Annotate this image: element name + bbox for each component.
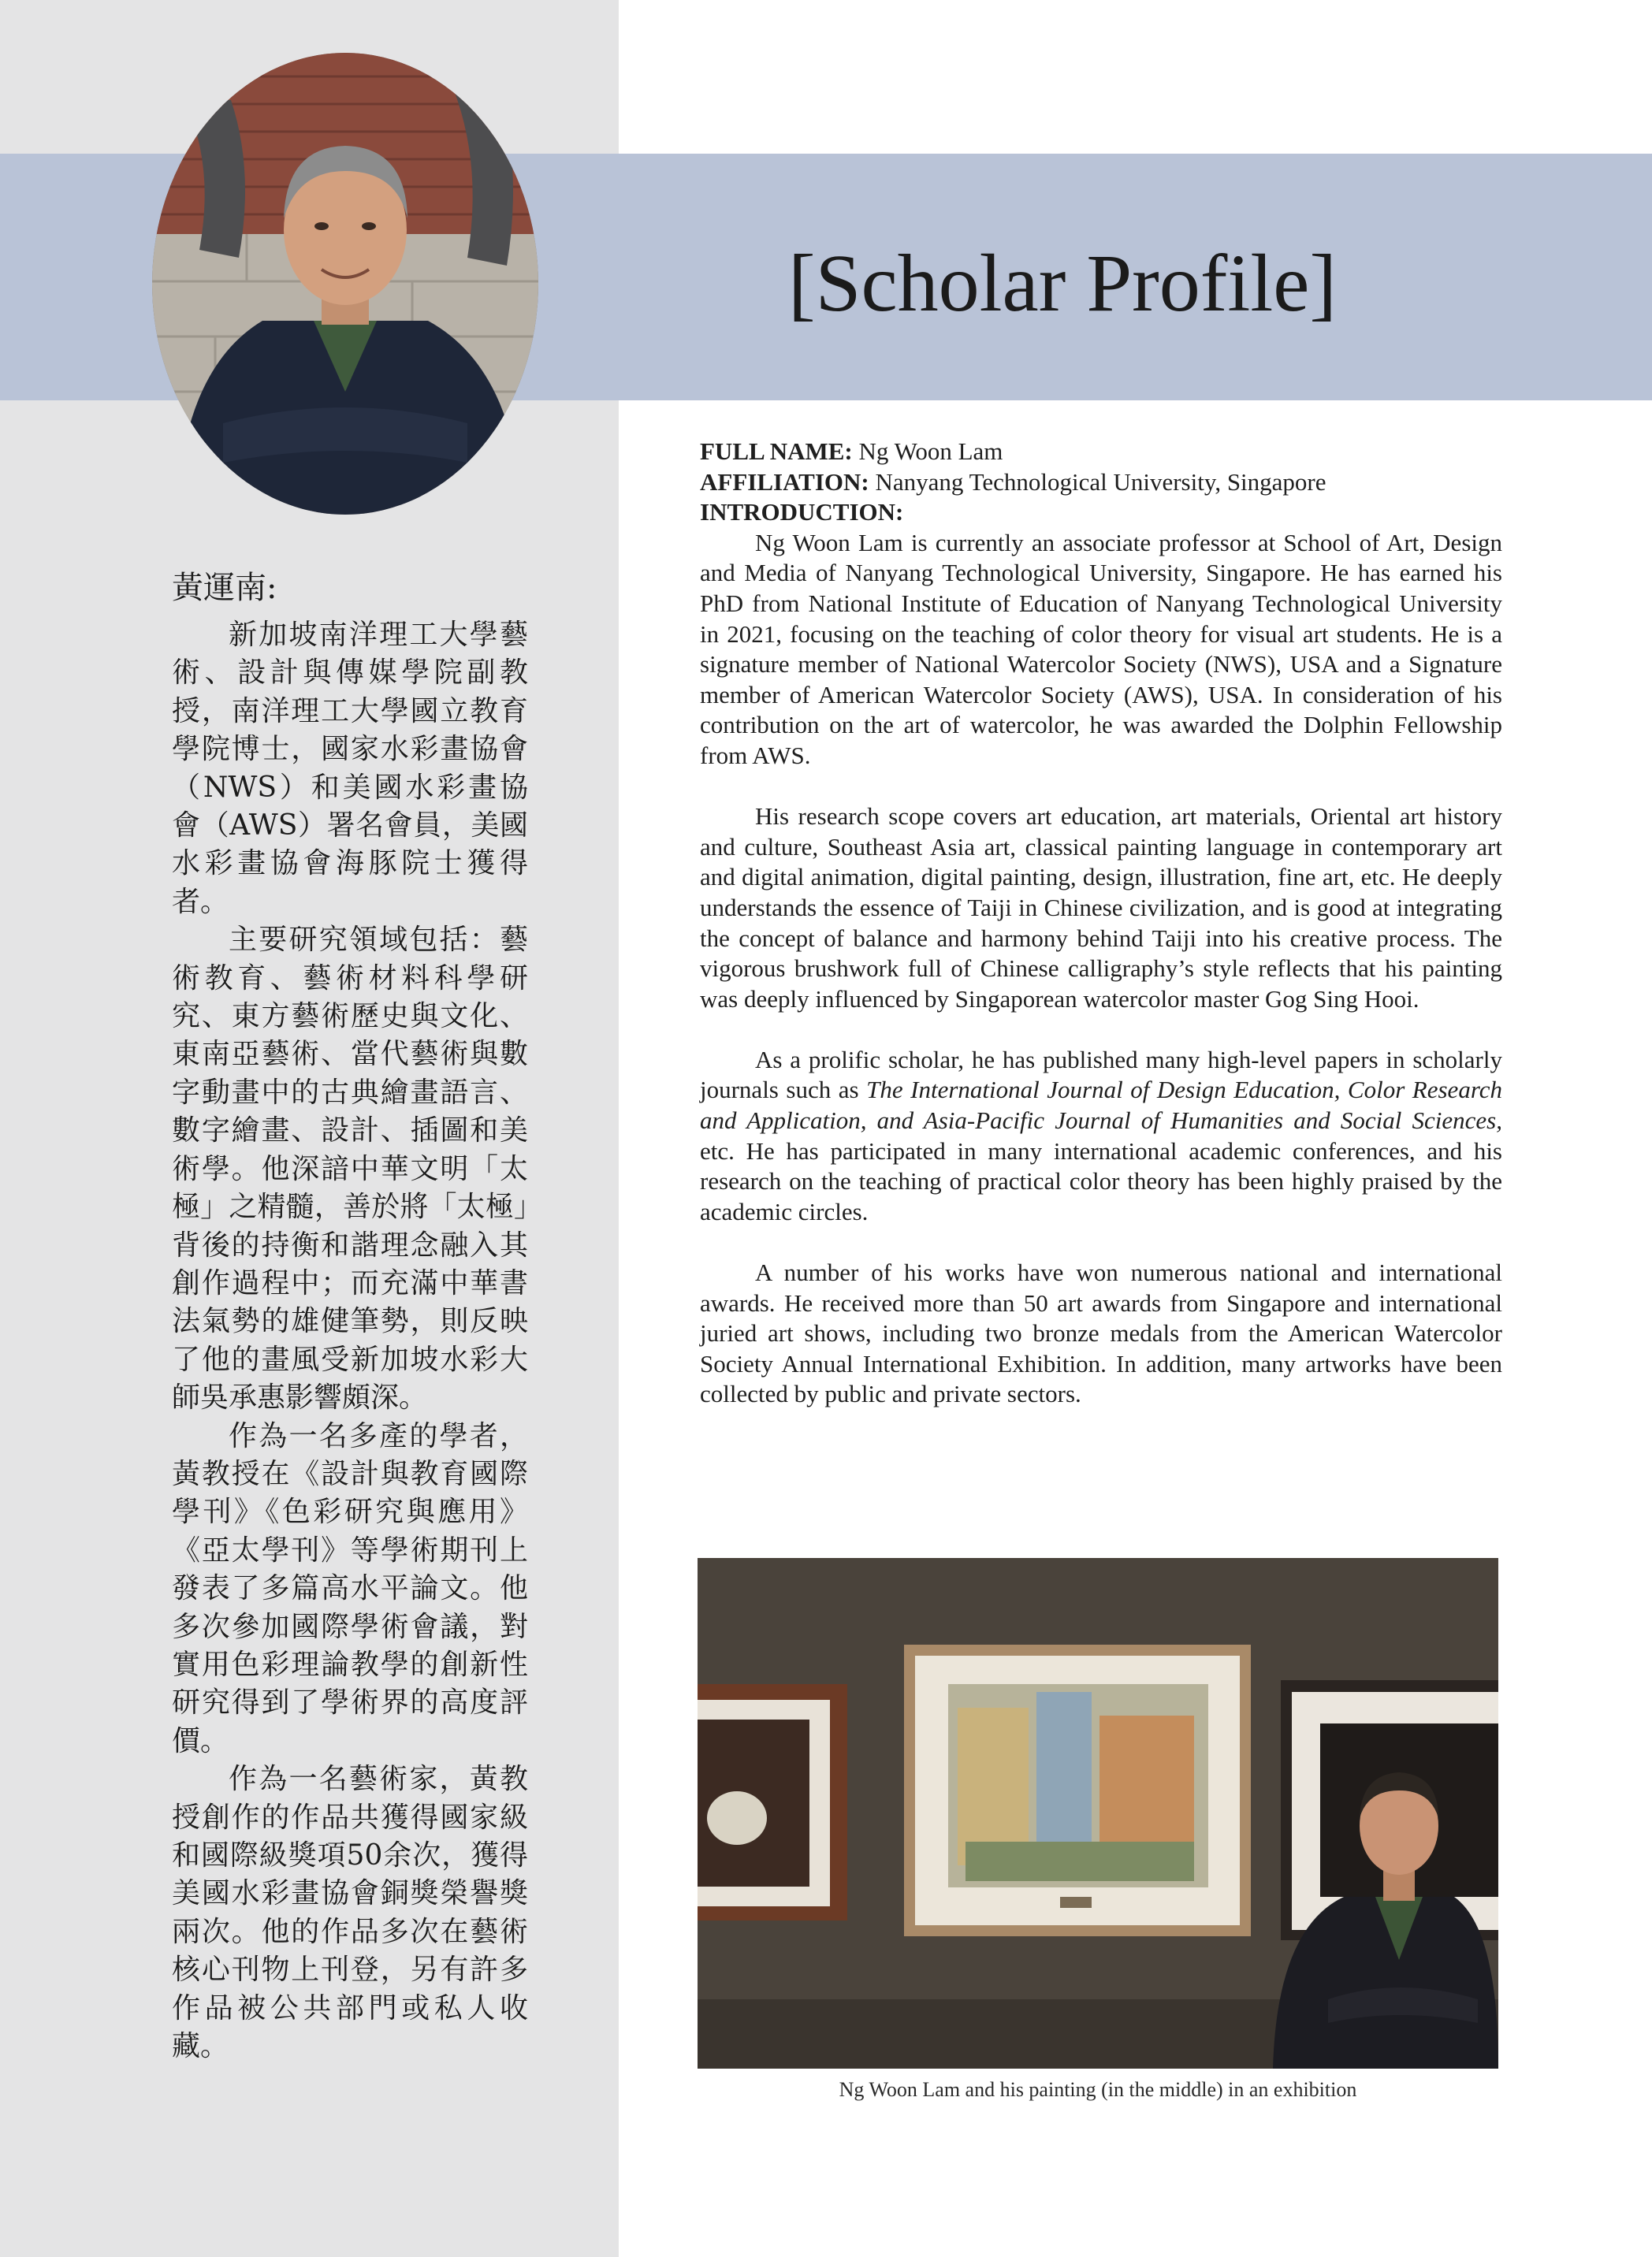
full-name-label: FULL NAME: <box>700 437 853 465</box>
affiliation-label: AFFILIATION: <box>700 467 869 496</box>
chinese-paragraph: 作為一名多產的學者，黃教授在《設計與教育國際學刊》《色彩研究與應用》《亞太學刊》等學術期刊上發表了多篇高水平論文。他多次參加國際學術會議，對實用色彩理論教學的創新性研究得到了學術界的高度評價。 <box>172 1419 528 1757</box>
chinese-name-heading: 黃運南: <box>172 570 277 606</box>
introduction-label: INTRODUCTION: <box>700 498 904 526</box>
chinese-paragraph: 作為一名藝術家，黃教授創作的作品共獲得國家級和國際級獎項50余次，獲得美國水彩畫協會銅獎榮譽獎兩次。他的作品多次在藝術核心刊物上刊登，另有許多作品被公共部門或私人收藏。 <box>172 1763 528 2063</box>
intro-paragraph-4: A number of his works have won numerous national and international awards. He received more than 50 art awards from Singapore and international juried art shows, including two bronze medals from the American Watercolor Society Annual International Exhibition. In addition, many artworks have been collected by public and private sectors. <box>700 1259 1502 1408</box>
affiliation-value: Nanyang Technological University, Singapore <box>875 467 1326 496</box>
journal-titles: The International Journal of Design Education, Color Research and Application, and Asia-Pacific Journal of Humanities and Social Sciences, <box>700 1076 1502 1135</box>
exhibition-illustration <box>698 1558 1498 2069</box>
full-name-line <box>700 437 1502 467</box>
page-title: [Scholar Profile] <box>788 238 1338 329</box>
chinese-paragraph: 主要研究領域包括：藝術教育、藝術材料科學研究、東方藝術歷史與文化、東南亞藝術、當代藝術與數字動畫中的古典繪畫語言、數字繪畫、設計、插圖和美術學。他深諳中華文明「太極」之精髓，善於將「太極」背後的持衡和諧理念融入其創作過程中；而充滿中華書法氣勢的雄健筆勢，則反映了他的畫風受新加坡水彩大師吳承惠影響頗深。 <box>172 924 528 1415</box>
intro-paragraph-2: His research scope covers art education, art materials, Oriental art history and culture, Southeast Asia art, classical painting language in contemporary art and digital animation, digital painting, design, illustration, fine art, etc. He deeply understands the essence of Taiji in Chinese civilization, and is good at integrating the concept of balance and harmony behind Taiji into his creative process. The vigorous brushwork full of Chinese calligraphy’s style reflects that his painting was deeply influenced by Singaporean watercolor master Gog Sing Hooi. <box>700 802 1502 1013</box>
photo-caption: Ng Woon Lam and his painting (in the middle) in an exhibition <box>839 2078 1357 2101</box>
chinese-biography <box>172 616 528 2066</box>
intro-paragraph-1: Ng Woon Lam is currently an associate professor at School of Art, Design and Media of Nanyang Technological University, Singapore. He has earned his PhD from National Institute of Education of Nanyang Technological University in 2021, focusing on the teaching of color theory for visual art students. He is a signature member of National Watercolor Society (NWS), USA and a Signature member of American Watercolor Society (AWS), USA. In consideration of his contribution on the art of watercolor, he was awarded the Dolphin Fellowship from AWS. <box>700 528 1502 769</box>
portrait-photo <box>152 53 538 515</box>
portrait-illustration <box>152 53 538 515</box>
intro-paragraph-3-start: As a prolific scholar, he has published many high-level papers in scholarly journals such as <box>700 1045 1502 1104</box>
intro-paragraph-3-end: etc. He has participated in many international academic conferences, and his research on the teaching of practical color theory has been highly praised by the academic circles. <box>700 1136 1502 1225</box>
english-profile <box>700 437 1502 1410</box>
exhibition-photo <box>698 1558 1498 2069</box>
affiliation-line <box>700 467 1502 498</box>
full-name-value: Ng Woon Lam <box>858 437 1003 465</box>
introduction-line <box>700 497 1502 528</box>
intro-paragraph-3 <box>700 1045 1502 1228</box>
chinese-paragraph: 新加坡南洋理工大學藝術、設計與傳媒學院副教授，南洋理工大學國立教育學院博士，國家水彩畫協會（NWS）和美國水彩畫協會（AWS）署名會員，美國水彩畫協會海豚院士獲得者。 <box>172 619 528 918</box>
